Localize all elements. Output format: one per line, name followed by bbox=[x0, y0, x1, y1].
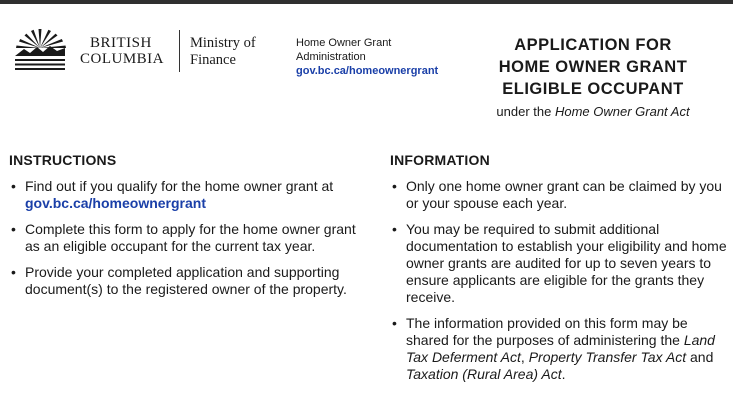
bullet-icon: • bbox=[11, 178, 16, 194]
subtitle-act: Home Owner Grant Act bbox=[554, 104, 690, 119]
list-item-text: The information provided on this form may be shared for the purposes of administering the bbox=[406, 315, 688, 348]
list-item-text: Find out if you qualify for the home owner grant at bbox=[25, 178, 334, 194]
list-item bbox=[9, 178, 361, 212]
bc-wordmark-line1: BRITISH bbox=[90, 35, 152, 51]
bullet-icon: • bbox=[392, 221, 397, 237]
ministry-name bbox=[190, 35, 256, 69]
admin-line1: Home Owner Grant bbox=[296, 37, 392, 49]
act-property-transfer: Property Transfer Tax Act bbox=[528, 349, 687, 365]
list-item bbox=[390, 315, 730, 383]
list-item bbox=[9, 264, 361, 298]
instructions-section bbox=[9, 152, 361, 307]
logo-divider bbox=[179, 30, 180, 72]
bullet-icon: • bbox=[392, 315, 397, 331]
ministry-line1: Ministry of bbox=[190, 35, 256, 51]
list-item-text: Only one home owner grant can be claimed by you or your spouse each year. bbox=[406, 178, 722, 211]
bullet-icon: • bbox=[392, 178, 397, 194]
list-item bbox=[390, 221, 730, 306]
title-line3: ELIGIBLE OCCUPANT bbox=[502, 80, 684, 98]
bc-wordmark-line2: COLUMBIA bbox=[80, 51, 165, 67]
top-border bbox=[0, 0, 733, 4]
act-land-tax: Land Tax Deferment Act bbox=[406, 332, 715, 365]
title-line2: HOME OWNER GRANT bbox=[498, 58, 688, 76]
list-item-text: You may be required to submit additional documentation to establish your eligibility and home owner grants are audited for up to seven years to ensure applicants are eligible for the grants they receive. bbox=[406, 221, 727, 305]
instructions-heading: INSTRUCTIONS bbox=[9, 152, 117, 168]
admin-block bbox=[296, 36, 438, 78]
act-separator: , bbox=[520, 349, 529, 365]
bullet-icon: • bbox=[11, 264, 16, 280]
list-item bbox=[9, 221, 361, 255]
subtitle-prefix: under the bbox=[496, 104, 555, 119]
bc-logo-icon bbox=[12, 26, 68, 70]
grant-website-link[interactable]: gov.bc.ca/homeownergrant bbox=[25, 195, 206, 211]
form-title bbox=[462, 34, 724, 100]
list-item-text: Provide your completed application and supporting document(s) to the registered owner of the property. bbox=[25, 264, 347, 297]
ministry-line2: Finance bbox=[190, 52, 236, 68]
act-rural-area: Taxation (Rural Area) Act bbox=[406, 366, 562, 382]
bullet-icon: • bbox=[11, 221, 16, 237]
information-section bbox=[390, 152, 730, 392]
title-line1: APPLICATION FOR bbox=[514, 36, 672, 54]
sentence-end: . bbox=[561, 366, 566, 382]
list-item-text: Complete this form to apply for the home owner grant as an eligible occupant for the current tax year. bbox=[25, 221, 356, 254]
admin-url-link[interactable]: gov.bc.ca/homeownergrant bbox=[296, 65, 439, 77]
admin-line2: Administration bbox=[296, 51, 366, 63]
list-item bbox=[390, 178, 730, 212]
information-list bbox=[390, 178, 730, 383]
bc-wordmark bbox=[80, 35, 164, 67]
instructions-list bbox=[9, 178, 361, 298]
form-subtitle bbox=[462, 104, 724, 119]
information-heading: INFORMATION bbox=[390, 152, 490, 168]
act-separator: and bbox=[686, 349, 714, 365]
